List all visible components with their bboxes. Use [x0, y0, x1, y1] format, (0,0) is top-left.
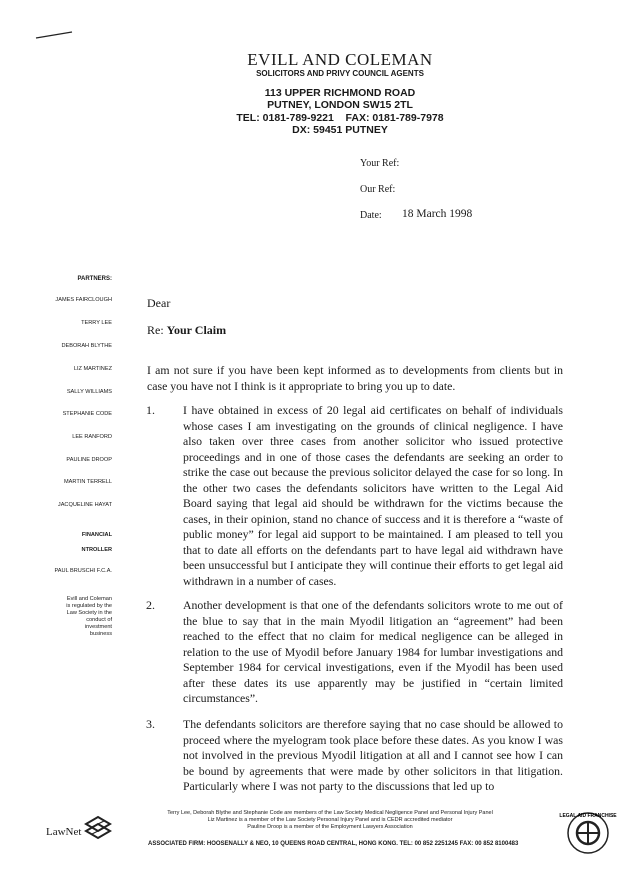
paragraph-text: I have obtained in excess of 20 legal aid certificates on behalf of individuals whose cases I am investigating on the grounds of clinical negligence. I have also taken over three cases from another solicitor who issued protective proceedings and in one of those cases the defendants are seeking an order to strike the case out because the previous solicitor delayed the case for so long. In the other two cases the defendants solicitors have written to the Legal Aid Board saying that legal aid should be withdrawn for the victims because the cases, in their opinion, stand no chance of success and it is therefore a “waste of public money” for legal aid support to be maintained. I am pleased to tell you that to date all efforts on the defendants part to have legal aid withdrawn have been unsuccessful but I anticipate they will continue their efforts to get legal aid withdrawn in a number of cases. [183, 403, 563, 588]
partner-name: LEE RANFORD [72, 434, 112, 440]
partner-name: PAULINE DROOP [66, 457, 112, 463]
intro-paragraph: I am not sure if you have been kept informed as to developments from clients but in case you have not I think is it appropriate to bring you up to date. [147, 363, 563, 393]
subject-line [147, 323, 226, 338]
partner-name: DEBORAH BLYTHE [61, 343, 112, 349]
lawnet-label: LawNet [46, 826, 82, 838]
legal-aid-logo-text: LEGAL AID FRANCHISE [559, 813, 617, 819]
partners-heading: PARTNERS: [77, 276, 112, 282]
footer-mediator-note: Liz Martinez is a member of the Law Society Personal Injury Panel and is CEDR accredited mediator [207, 817, 453, 823]
your-ref-label: Your Ref: [360, 158, 400, 169]
address-line-2: PUTNEY, LONDON SW15 2TL [267, 99, 413, 111]
salutation: Dear [147, 296, 171, 310]
paragraph-number: 1. [146, 403, 155, 417]
financial-label: FINANCIAL [81, 532, 112, 538]
regulation-note: Evill and Coleman is regulated by the Law Society in the conduct of investment business [66, 596, 112, 638]
paragraph-number: 2. [146, 598, 155, 612]
paragraph-text: Another development is that one of the defendants solicitors wrote to me out of the blue to say that in the main Myodil litigation an “agreement” had been reached to the effect that no claim for medical negligence can be alleged in relation to the use of Myodil before January 1984 for lumbar investigations and September 1984 for cervical investigations, even if the Myodil has been used after these dates its use apparently may be justified in “certain limited circumstances”. [183, 598, 563, 705]
dx-number: DX: 59451 PUTNEY [292, 124, 388, 136]
our-ref-label: Our Ref: [360, 184, 396, 195]
footer-employment-note: Pauline Droop is a member of the Employment Lawyers Association [247, 824, 413, 830]
address-line-1: 113 UPPER RICHMOND ROAD [264, 87, 416, 99]
tel-fax: TEL: 0181-789-9221 FAX: 0181-789-7978 [236, 112, 444, 124]
date-value: 18 March 1998 [402, 208, 473, 220]
partner-name: JAMES FAIRCLOUGH [55, 297, 112, 303]
paragraph-number: 3. [146, 717, 155, 731]
pen-mark [34, 30, 74, 40]
controller-name: PAUL BRUSCHI F.C.A. [54, 568, 112, 574]
partner-name: SALLY WILLIAMS [66, 389, 112, 395]
lawnet-logo-icon [84, 815, 112, 841]
partner-name: LIZ MARTINEZ [73, 366, 112, 372]
controller-label: NTROLLER [81, 547, 112, 553]
partner-name: TERRY LEE [81, 320, 112, 326]
firm-name: EVILL AND COLEMAN [247, 50, 433, 69]
re-subject: Your Claim [166, 323, 227, 337]
legal-aid-franchise-logo-icon [559, 810, 617, 856]
partner-name: MARTIN TERRELL [64, 479, 112, 485]
paragraph-text: The defendants solicitors are therefore saying that no case should be allowed to proceed where the myelogram took place before these dates. As you know I was not involved in the previous Myodil litigation at all and I cannot see how I can be bound by agreements that were made by other solicitors in that litigation. Particularly where I was not party to the discussions that led up to [183, 717, 563, 793]
partner-name: JACQUELINE HAYAT [57, 502, 112, 508]
re-label: Re: [147, 323, 164, 337]
date-label: Date: [360, 210, 382, 221]
footer-panel-note: Terry Lee, Deborah Blythe and Stephanie Code are members of the Law Society Medical Negligence Panel and Personal Injury Panel [167, 810, 493, 816]
partner-name: STEPHANIE CODE [62, 411, 112, 417]
firm-subtitle: SOLICITORS AND PRIVY COUNCIL AGENTS [256, 69, 424, 78]
associated-firm: ASSOCIATED FIRM: HOOSENALLY & NEO, 10 QUEENS ROAD CENTRAL, HONG KONG. TEL: 00 852 2251245 FAX: 00 852 8100483 [148, 841, 519, 847]
